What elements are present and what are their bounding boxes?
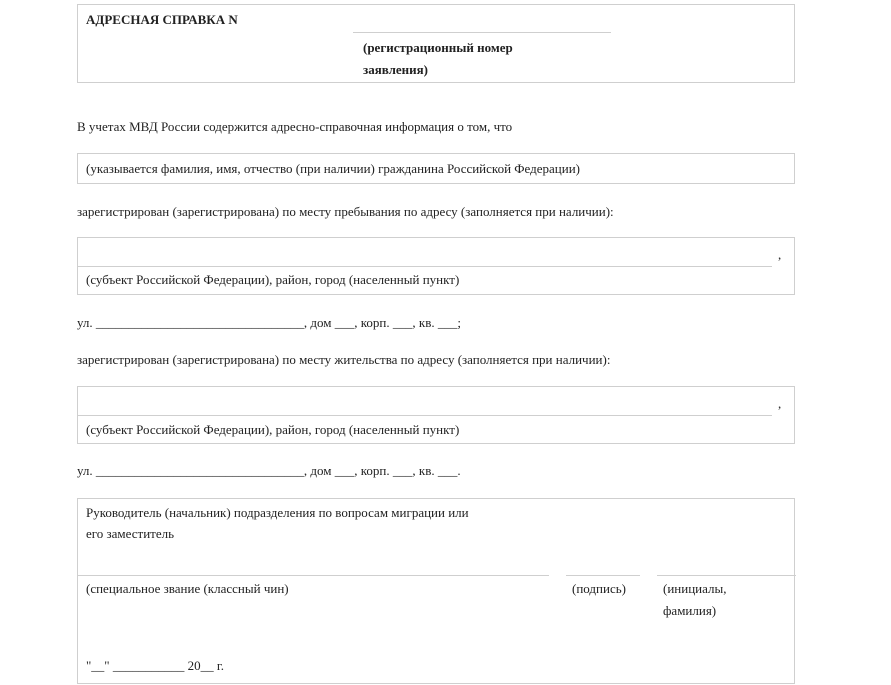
residence-address-label: зарегистрирован (зарегистрирована) по месту жительства по адресу (заполняется при наличии):	[77, 352, 611, 367]
head-title-line1: Руководитель (начальник) подразделения по вопросам миграции или	[86, 505, 469, 520]
reg-number-label-line2: заявления)	[363, 62, 429, 77]
stay-address-label: зарегистрирован (зарегистрирована) по месту пребывания по адресу (заполняется при наличии):	[77, 204, 614, 219]
residence-region-box	[77, 386, 795, 444]
initials-hint-line2: фамилия)	[663, 603, 717, 618]
reg-number-underline	[353, 32, 611, 33]
residence-street-line: ул. ________________________________, дом ___, корп. ___, кв. ___.	[77, 463, 461, 478]
stay-street-line: ул. ________________________________, дом ___, корп. ___, кв. ___;	[77, 315, 461, 330]
citizen-name-box	[77, 153, 795, 184]
document-title: АДРЕСНАЯ СПРАВКА N	[86, 12, 238, 27]
head-title-line2: его заместитель	[86, 526, 175, 541]
signature-box	[77, 498, 795, 684]
rank-underline	[78, 575, 549, 576]
stay-region-box	[77, 237, 795, 295]
signature-hint: (подпись)	[572, 581, 626, 596]
residence-region-hint: (субъект Российской Федерации), район, город (населенный пункт)	[86, 422, 460, 437]
intro-text: В учетах МВД России содержится адресно-справочная информация о том, что	[77, 119, 513, 134]
stay-region-hint: (субъект Российской Федерации), район, город (населенный пункт)	[86, 272, 460, 287]
signature-underline	[566, 575, 640, 576]
reg-number-label-line1: (регистрационный номер	[363, 40, 513, 55]
initials-hint-line1: (инициалы,	[663, 581, 727, 596]
initials-underline	[657, 575, 796, 576]
header-box	[77, 4, 795, 83]
citizen-name-hint: (указывается фамилия, имя, отчество (при наличии) гражданина Российской Федерации)	[86, 161, 580, 176]
stay-region-underline	[78, 266, 772, 267]
residence-region-comma: ,	[778, 396, 782, 411]
date-line: "__" ___________ 20__ г.	[86, 658, 224, 673]
rank-hint: (специальное звание (классный чин)	[86, 581, 289, 596]
residence-region-underline	[78, 415, 772, 416]
stay-region-comma: ,	[778, 247, 782, 262]
